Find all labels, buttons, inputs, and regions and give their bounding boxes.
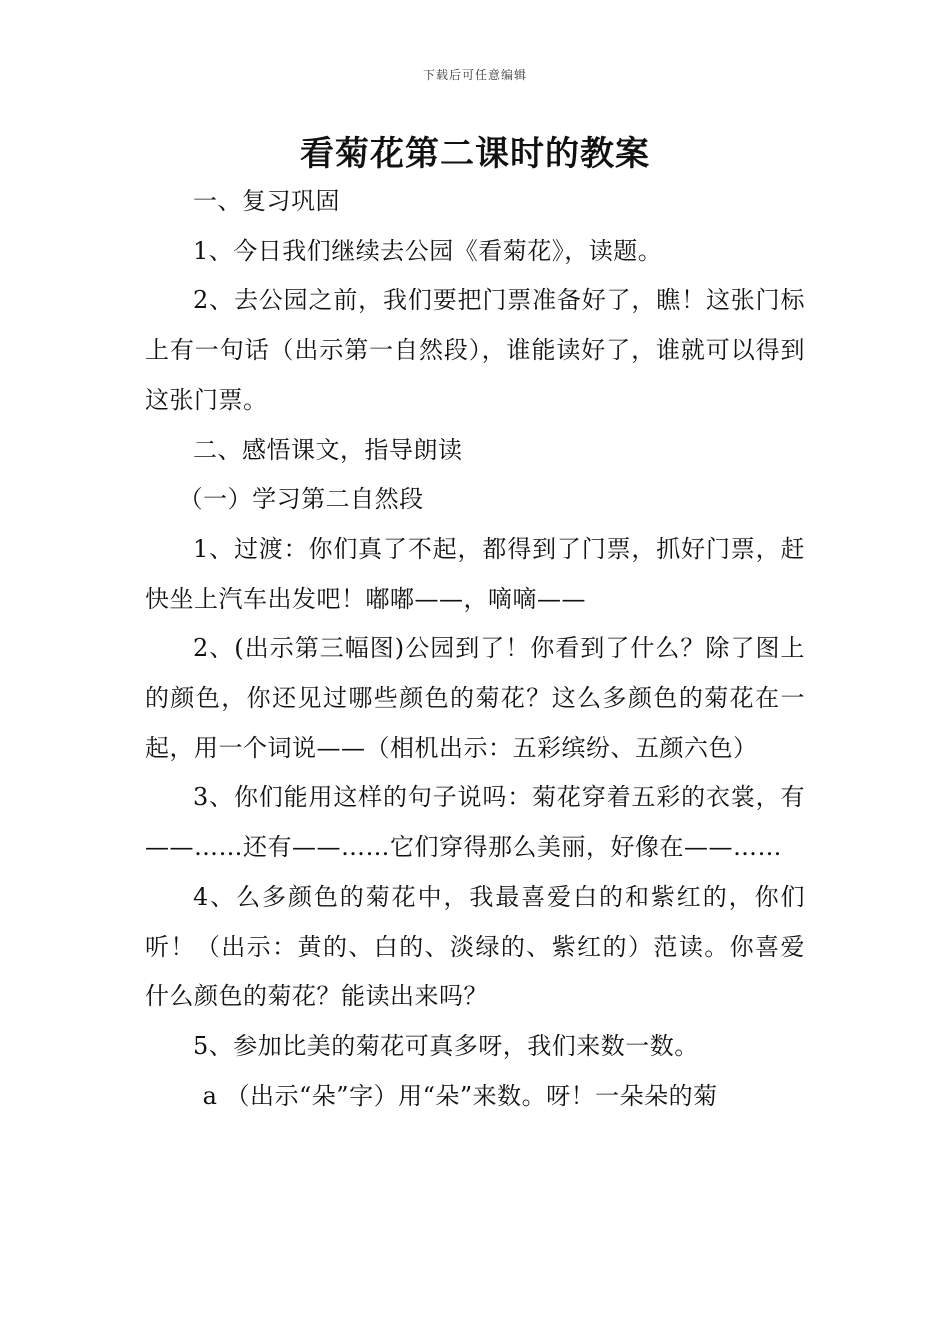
document-title: 看菊花第二课时的教案 bbox=[300, 134, 650, 174]
section-heading-review: 一、复习巩固 bbox=[193, 187, 340, 215]
paragraph: 2、(出示第三幅图)公园到了！你看到了什么？除了图上的颜色，你还见过哪些颜色的菊花？这么多颜色的菊花在一起，用一个词说——（相机出示：五彩缤纷、五颜六色） bbox=[145, 634, 805, 762]
section-heading-reading: 二、感悟课文，指导朗读 bbox=[193, 435, 463, 464]
document-body bbox=[145, 177, 805, 1121]
subsection-heading: （一）学习第二自然段 bbox=[178, 485, 424, 514]
paragraph: 1、今日我们继续去公园《看菊花》，读题。 bbox=[193, 236, 663, 265]
header-note: 下载后可任意编辑 bbox=[422, 68, 527, 82]
paragraph: 5、参加比美的菊花可真多呀，我们来数一数。 bbox=[193, 1031, 699, 1060]
paragraph: 3、你们能用这样的句子说吗：菊花穿着五彩的衣裳，有——……还有——……它们穿得那么美丽，好像在——…… bbox=[145, 783, 805, 862]
paragraph: 2、去公园之前，我们要把门票准备好了，瞧！这张门标上有一句话（出示第一自然段），谁能读好了，谁就可以得到这张门票。 bbox=[145, 286, 805, 414]
paragraph: a （出示“朵”字）用“朵”来数。呀！一朵朵的菊 bbox=[202, 1081, 718, 1110]
paragraph: 4、么多颜色的菊花中，我最喜爱白的和紫红的，你们听！（出示：黄的、白的、淡绿的、紫红的）范读。你喜爱什么颜色的菊花？能读出来吗？ bbox=[145, 882, 805, 1011]
paragraph: 1、过渡：你们真了不起，都得到了门票，抓好门票，赶快坐上汽车出发吧！嘟嘟——，嘀嘀—— bbox=[145, 534, 805, 613]
